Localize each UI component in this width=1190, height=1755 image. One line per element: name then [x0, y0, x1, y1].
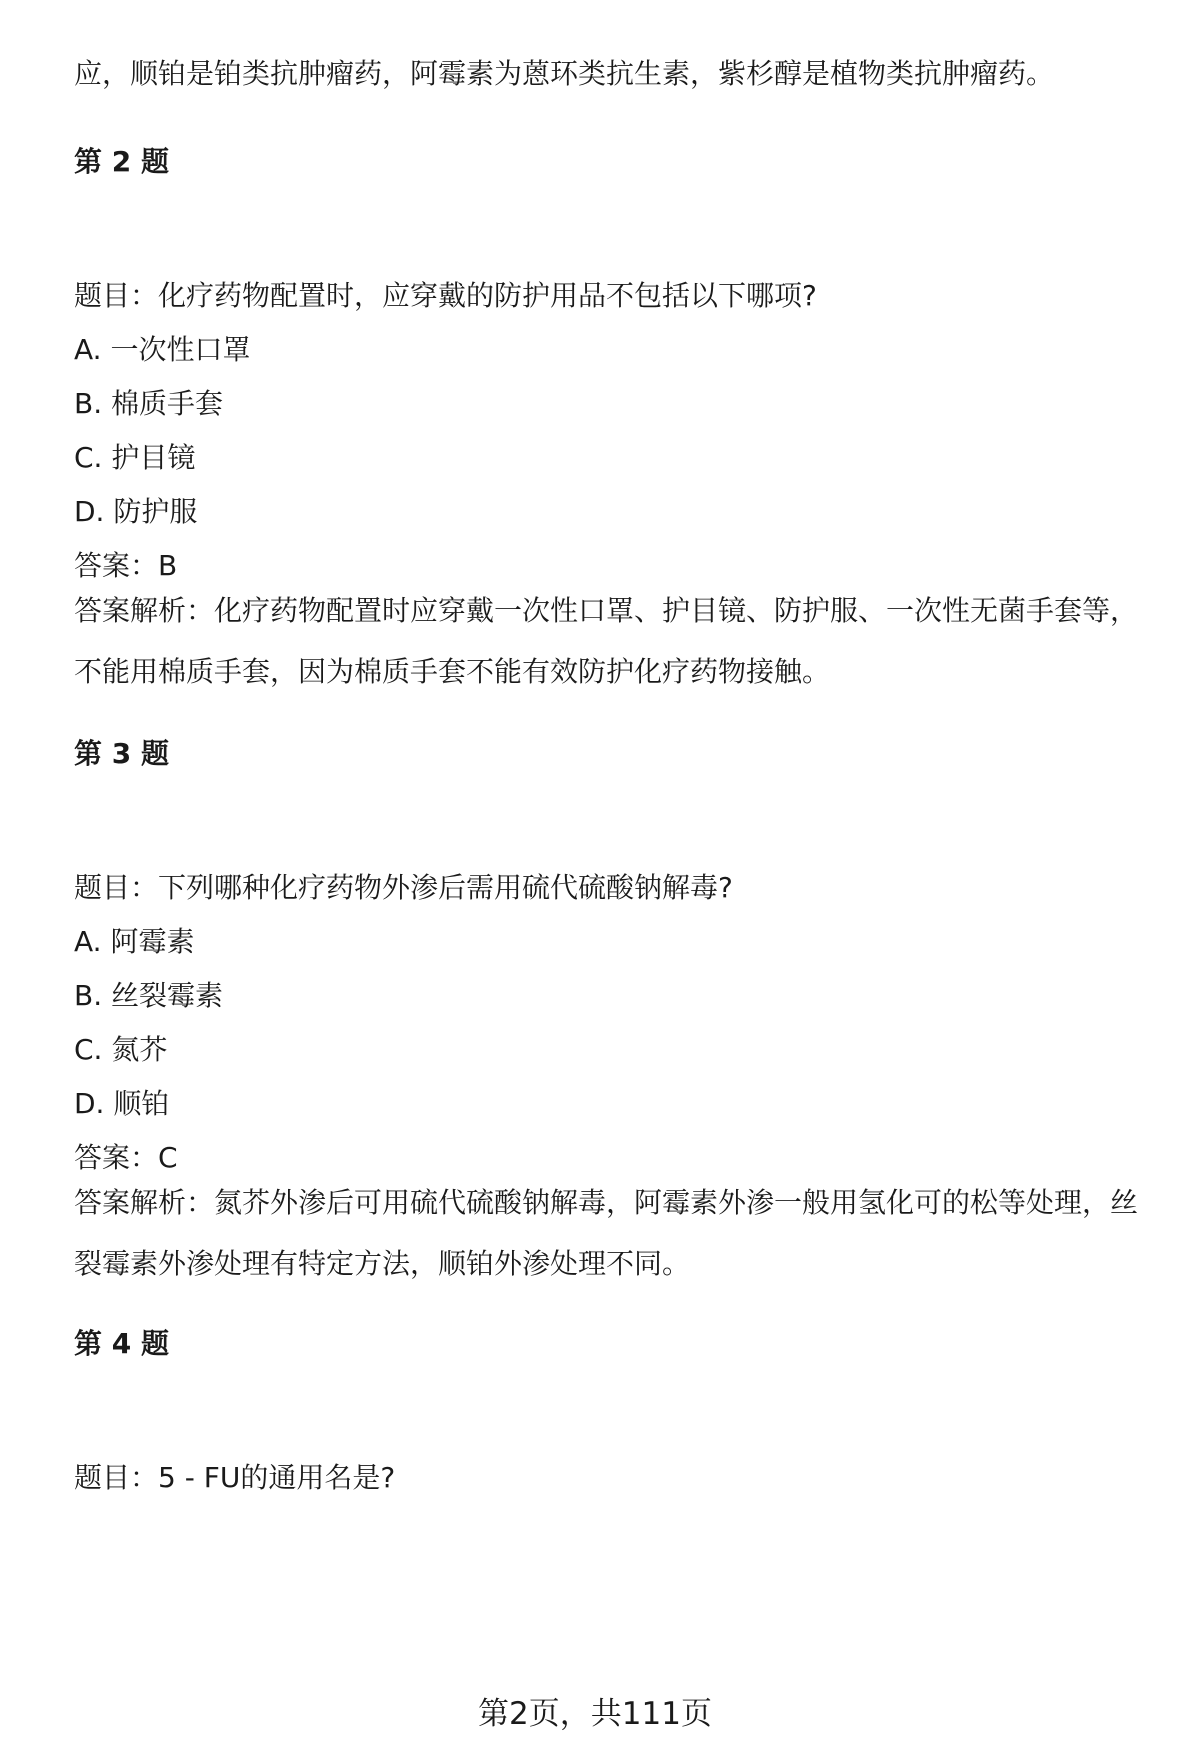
- question-2-option-c: C. 护目镜: [74, 441, 196, 474]
- question-2-option-d: D. 防护服: [74, 495, 198, 528]
- question-2-option-b: B. 棉质手套: [74, 387, 224, 420]
- question-2-heading: 第 2 题: [74, 145, 169, 178]
- question-2-option-a: A. 一次性口罩: [74, 333, 251, 366]
- page-footer: 第2页，共111页: [478, 1696, 712, 1732]
- question-4-heading: 第 4 题: [74, 1327, 169, 1360]
- question-4-stem: 题目：5 - FU的通用名是?: [74, 1461, 396, 1494]
- question-3-stem: 题目：下列哪种化疗药物外渗后需用硫代硫酸钠解毒?: [74, 871, 733, 904]
- question-2-analysis: 答案解析：化疗药物配置时应穿戴一次性口罩、护目镜、防护服、一次性无菌手套等，不能用棉质手套，因为棉质手套不能有效防护化疗药物接触。: [74, 594, 1139, 688]
- question-3-option-c: C. 氮芥: [74, 1033, 168, 1066]
- question-3-heading: 第 3 题: [74, 737, 169, 770]
- question-2-answer: 答案：B: [74, 549, 178, 582]
- question-3-answer: 答案：C: [74, 1141, 178, 1174]
- question-3-analysis: 答案解析：氮芥外渗后可用硫代硫酸钠解毒，阿霉素外渗一般用氢化可的松等处理，丝裂霉素外渗处理有特定方法，顺铂外渗处理不同。: [74, 1186, 1139, 1280]
- question-3-option-d: D. 顺铂: [74, 1087, 170, 1120]
- question-3-option-a: A. 阿霉素: [74, 925, 195, 958]
- continuation-text: 应，顺铂是铂类抗肿瘤药，阿霉素为蒽环类抗生素，紫杉醇是植物类抗肿瘤药。: [74, 57, 1055, 90]
- question-2-stem: 题目：化疗药物配置时，应穿戴的防护用品不包括以下哪项?: [74, 279, 817, 312]
- question-3-option-b: B. 丝裂霉素: [74, 979, 224, 1012]
